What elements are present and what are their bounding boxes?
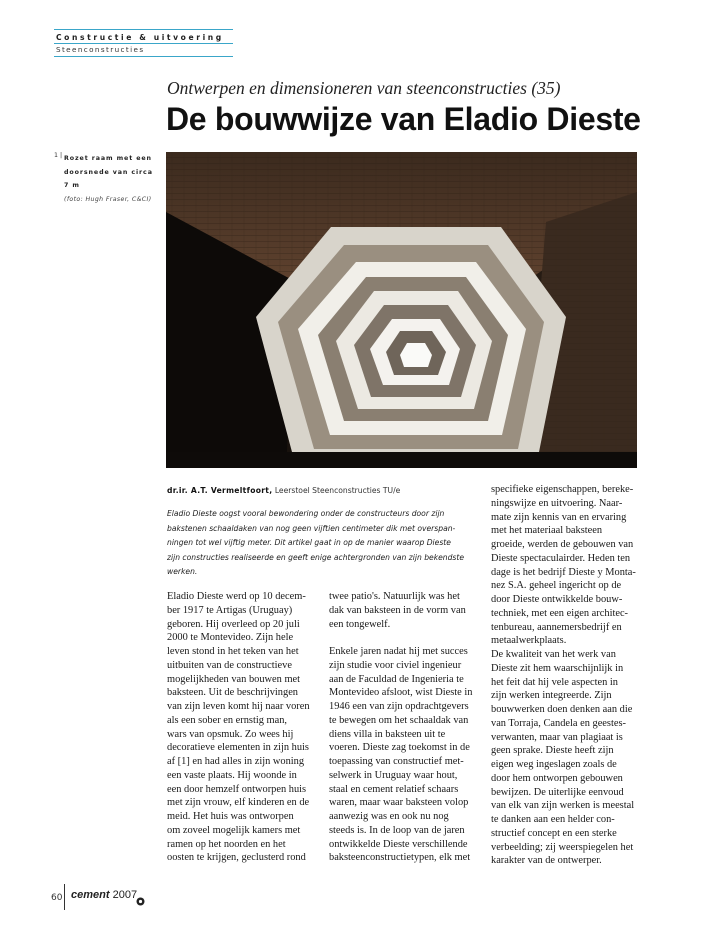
body-line: een door hemzelf ontworpen huis <box>167 783 307 795</box>
body-line: waren, maar waar baksteen volop <box>329 797 469 809</box>
body-line: aan de Faculdad de Ingenieria te <box>329 673 464 685</box>
body-line: een vaste plaats. Hij woonde in <box>167 769 297 781</box>
magazine-title: cement <box>71 889 110 901</box>
body-line: ningswijze en uitvoering. Naar- <box>491 497 623 509</box>
body-line: toepassing van constructief met- <box>329 756 464 767</box>
body-line: dage is het bedrijf Dieste y Monta- <box>491 566 636 578</box>
body-column-2 <box>329 590 479 865</box>
intro-line: bakstenen schaaldaken van nog geen vijftien centimeter dik met overspan- <box>167 523 456 533</box>
body-line: bewijzen. De uiterlijke eenvoud <box>491 786 624 798</box>
body-line: selwerk in Uruguay waar hout, <box>329 769 458 781</box>
header-rule-bottom <box>54 56 233 57</box>
body-line: steeds is. In de loop van de jaren <box>329 824 465 836</box>
body-line: Montevideo afsloot, wist Dieste in <box>329 687 473 699</box>
body-line: techniek, met een eigen architec- <box>491 607 629 619</box>
body-line: als een sober en ernstig man, <box>167 714 288 726</box>
intro-line: Eladio Dieste oogst vooral bewondering onder de constructeurs door zijn <box>167 509 445 518</box>
body-line: dak van baksteen in de vorm van <box>329 604 466 616</box>
body-line: geboren. Hij overleed op 20 juli <box>167 618 300 630</box>
body-line: leven stond in het teken van het <box>167 646 299 657</box>
body-line: van elk van zijn werken is meestal <box>491 800 635 812</box>
magazine-year: 2007 <box>112 889 138 901</box>
body-line: ber 1917 te Artigas (Uruguay) <box>167 604 293 616</box>
body-line: geen sprake. Dieste heeft zijn <box>491 745 614 757</box>
body-line: door hem ontworpen gebouwen <box>491 772 623 784</box>
body-line: mogelijkheden van bouwen met <box>167 673 301 685</box>
intro-line: werken. <box>167 567 198 577</box>
body-line: Eladio Dieste werd op 10 decem- <box>167 591 306 602</box>
footer-divider <box>64 884 65 910</box>
magazine-name <box>71 889 137 901</box>
body-line: met zijn vrouw, elf kinderen en de <box>167 797 310 809</box>
body-line: eigen weg ingeslagen zoals de <box>491 759 617 770</box>
caption-number: 1 | <box>54 152 63 159</box>
author-affiliation: Leerstoel Steenconstructies TU/e <box>274 486 401 495</box>
body-line: van zijn leven komt hij naar voren <box>167 701 310 712</box>
body-line: uitbuiten van de constructieve <box>167 659 292 671</box>
body-line: ontwikkelde Dieste verschillende <box>329 838 468 850</box>
paragraph-gap <box>329 631 479 645</box>
body-line: bouwwerken doen denken aan die <box>491 704 633 715</box>
body-line: af [1] en had alles in zijn woning <box>167 756 305 767</box>
body-line: diens villa in baksteen uit te <box>329 728 446 740</box>
caption-line: Rozet raam met een <box>64 155 152 162</box>
body-line: De kwaliteit van het werk van <box>491 649 616 660</box>
body-line: structief concept en een sterke <box>491 827 617 839</box>
body-line: aanwezig was en ook nu nog <box>329 811 449 822</box>
intro-line: zijn constructies realiseerde en geeft enige achtergronden van zijn bekendste <box>167 552 465 562</box>
header-rule-middle <box>54 43 233 44</box>
body-line: zijn werken integreerde. Zijn <box>491 690 612 702</box>
rose-window-illustration <box>166 152 637 468</box>
body-line: te bewegen om het schaaldak van <box>329 714 469 726</box>
rose-window-photo <box>166 152 637 468</box>
body-line: nez S.A. geheel ingericht op de <box>491 580 622 592</box>
body-line: ramen op het noorden en het <box>167 838 286 850</box>
body-line: baksteen. Uit de beschrijvingen <box>167 687 298 699</box>
body-line: Dieste spectaculairder. Heden ten <box>491 552 631 564</box>
article-title: De bouwwijze van Eladio Dieste <box>166 101 641 137</box>
body-line: baksteenconstructietypen, elk met <box>329 852 471 864</box>
body-line: staal en cement relatief schaars <box>329 783 459 795</box>
body-column-1 <box>167 590 317 865</box>
body-line: mate zijn kennis van en ervaring <box>491 511 627 523</box>
caption-credit: (foto: Hugh Fraser, C&CI) <box>64 195 152 203</box>
body-line: Dieste zit hem waarschijnlijk in <box>491 662 624 674</box>
body-line: oosten te krijgen, geclusterd rond <box>167 852 306 864</box>
body-line: te danken aan een helder con- <box>491 814 615 825</box>
body-line: verbeelding; zij weerspiegelen het <box>491 841 634 853</box>
body-line: verwanten, maar van plagiaat is <box>491 731 623 743</box>
body-line: 1946 een van zijn opdrachtgevers <box>329 701 469 712</box>
article-subtitle: Ontwerpen en dimensioneren van steenconstructies (35) <box>167 78 561 98</box>
body-line: Enkele jaren nadat hij met succes <box>329 646 468 657</box>
subsection-label: Steenconstructies <box>56 45 145 54</box>
section-label: Constructie & uitvoering <box>56 33 224 42</box>
author-name: dr.ir. A.T. Vermeltfoort, <box>167 486 273 495</box>
body-line: tenbureau, aannemersbedrijf en <box>491 621 622 633</box>
body-line: het feit dat hij vele aspecten in <box>491 676 618 688</box>
page-number: 60 <box>51 893 63 903</box>
intro-paragraph <box>167 507 477 580</box>
body-line: door Dieste ontwikkelde bouw- <box>491 594 623 605</box>
intro-line: ningen tot wel vijftig meter. Dit artikel gaat in op de manier waarop Dieste <box>167 538 451 548</box>
header-rule-top <box>54 29 233 30</box>
author-line <box>167 486 400 495</box>
body-line: wars van opsmuk. Zo wees hij <box>167 728 294 740</box>
body-line: van Torraja, Candela en geestes- <box>491 717 626 729</box>
body-line: meid. Het huis was ontworpen <box>167 811 294 822</box>
body-line: specifieke eigenschappen, bereke- <box>491 484 634 495</box>
body-line: 2000 te Montevideo. Zijn hele <box>167 632 294 644</box>
body-line: decoratieve elementen in zijn huis <box>167 742 309 754</box>
magazine-logo-icon <box>136 893 145 911</box>
body-line: zijn studie voor civiel ingenieur <box>329 659 462 671</box>
body-line: groeide, werden de gebouwen van <box>491 539 634 550</box>
body-line: voeren. Dieste zag toekomst in de <box>329 742 470 754</box>
body-line: karakter van de ontwerper. <box>491 855 602 867</box>
body-line: om zoveel mogelijk kamers met <box>167 824 301 836</box>
body-line: metaalwerkplaats. <box>491 635 567 647</box>
body-line: een tongewelf. <box>329 618 391 630</box>
body-column-3 <box>491 483 651 868</box>
body-line: twee patio's. Natuurlijk was het <box>329 591 460 602</box>
caption-line: doorsnede van circa 7 m <box>64 168 153 189</box>
body-line: met het materiaal baksteen <box>491 525 603 537</box>
figure-caption <box>54 152 154 206</box>
